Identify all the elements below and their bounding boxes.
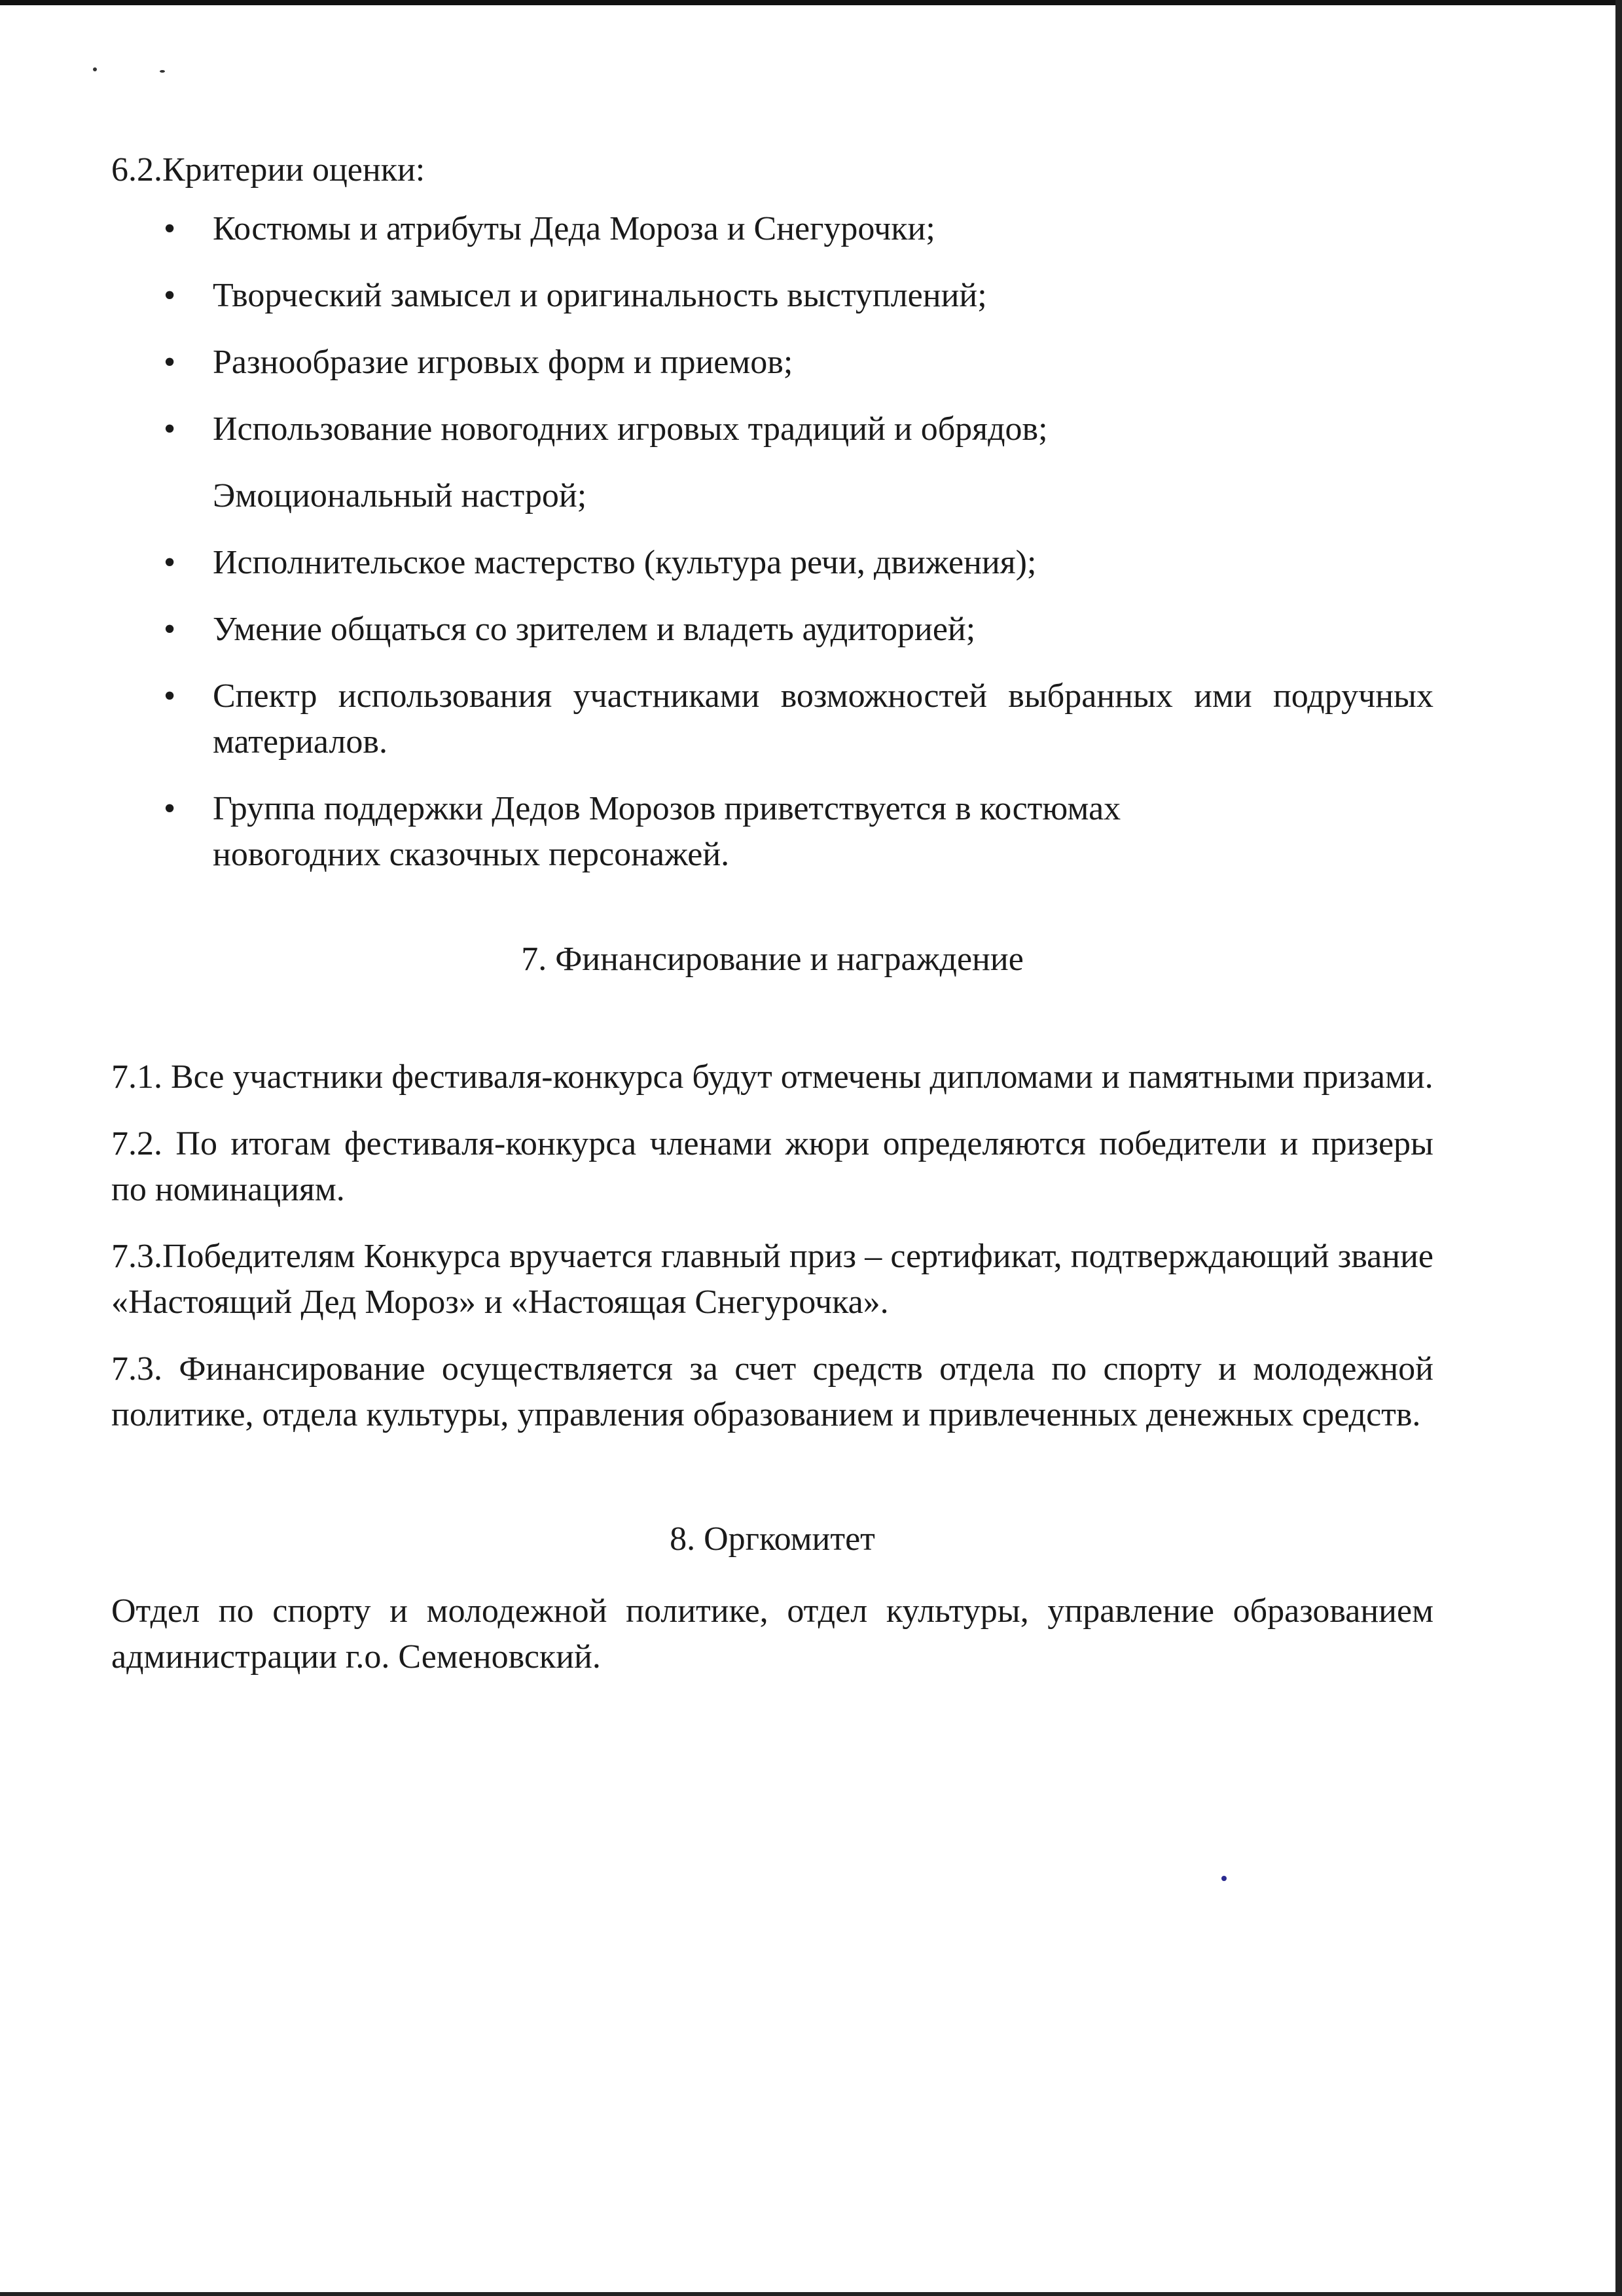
scan-speck	[93, 67, 97, 71]
scan-speck	[160, 70, 165, 73]
criteria-item: Эмоциональный настрой;	[213, 477, 587, 514]
criteria-item: • Группа поддержки Дедов Морозов приветствуется в костюмах новогодних сказочных персонажей.	[111, 786, 1433, 878]
criteria-item: • Творческий замысел и оригинальность выступлений;	[111, 273, 1433, 319]
criteria-item: • Спектр использования участниками возможностей выбранных ими подручных материалов.	[111, 673, 1433, 765]
scan-edge-bottom	[0, 2292, 1622, 2296]
section-6-2-title: 6.2.Критерии оценки:	[111, 151, 425, 188]
criteria-list	[111, 206, 1433, 878]
paragraph-7-3-prize: 7.3.Победителям Конкурса вручается главный приз – сертификат, подтверждающий звание «Настоящий Дед Мороз» и «Настоящая Снегурочка».	[111, 1238, 1433, 1321]
paragraph-7-3-funding: 7.3. Финансирование осуществляется за счет средств отдела по спорту и молодежной политике, отдела культуры, управления образованием и привлеченных денежных средств.	[111, 1350, 1433, 1433]
paragraph-7-2: 7.2. По итогам фестиваля-конкурса членами жюри определяются победители и призеры по номинациям.	[111, 1125, 1433, 1208]
criteria-item: • Умение общаться со зрителем и владеть аудиторией;	[111, 607, 1433, 653]
section-7-title: 7. Финансирование и награждение	[521, 941, 1024, 978]
criteria-item: • Исполнительское мастерство (культура речи, движения);	[111, 540, 1433, 586]
scan-edge-right	[1615, 0, 1622, 2296]
criteria-item: • Использование новогодних игровых традиций и обрядов;	[111, 406, 1433, 452]
paragraph-8: Отдел по спорту и молодежной политике, отдел культуры, управление образованием администрации г.о. Семеновский.	[111, 1592, 1433, 1676]
criteria-item: • Разнообразие игровых форм и приемов;	[111, 340, 1433, 386]
ink-dot	[1221, 1876, 1227, 1881]
document-page	[111, 147, 1433, 1701]
paragraph-7-1: 7.1. Все участники фестиваля-конкурса будут отмечены дипломами и памятными призами.	[111, 1058, 1433, 1096]
criteria-item: • Костюмы и атрибуты Деда Мороза и Снегурочки;	[111, 206, 1433, 252]
section-8-title: 8. Оргкомитет	[670, 1520, 875, 1558]
scan-edge-top	[0, 0, 1622, 5]
